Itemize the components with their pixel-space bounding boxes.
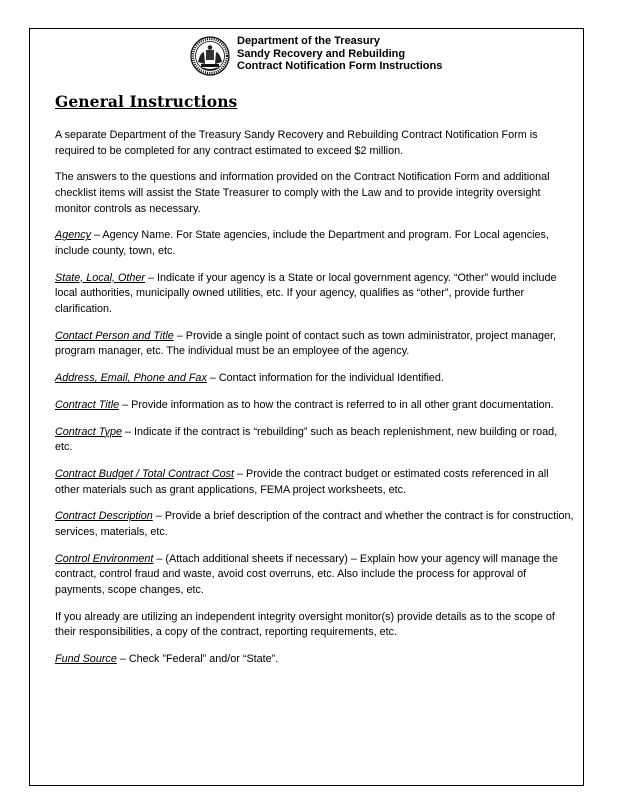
term: Contract Budget / Total Contract Cost [55, 468, 235, 480]
paragraph-text: – Indicate if your agency is a State or local government agency. “Other” would include local authorities, municipally owned utilities, etc. If your agency, qualifies as “other”, provide further clarification. [55, 271, 557, 315]
instruction-paragraph [55, 467, 575, 498]
paragraph-text: – Provide information as to how the contract is referred to in all other grant documentation. [119, 398, 554, 411]
paragraph-text: – Indicate if the contract is “rebuilding” such as beach replenishment, new building or road, etc. [55, 425, 558, 454]
term: Fund Source [55, 653, 117, 666]
instruction-paragraph [55, 552, 575, 599]
instruction-paragraph [55, 610, 575, 641]
instruction-paragraph [55, 170, 575, 217]
department-name: Department of the Treasury [237, 35, 381, 47]
instruction-paragraph [55, 652, 575, 668]
paragraph-text: – Agency Name. For State agencies, include the Department and program. For Local agencies, include county, town, etc. [55, 229, 549, 257]
letterhead [190, 35, 442, 76]
instruction-paragraph [55, 509, 575, 540]
paragraph-text: – Contact information for the individual Identified. [206, 372, 444, 385]
paragraph-text: – Check ”Federal” and/or “State”. [116, 653, 279, 666]
state-seal-icon [190, 36, 230, 76]
instructions-body [55, 128, 575, 679]
paragraph-text: The answers to the questions and information provided on the Contract Notification Form and additional checklist items will assist the State Treasurer to comply with the Law and to provide integrity oversight monitor controls as necessary. [55, 171, 550, 215]
paragraph-text: A separate Department of the Treasury Sandy Recovery and Rebuilding Contract Notification Form is required to be completed for any contract estimated to exceed $2 million. [55, 129, 538, 157]
term: Control Environment [55, 552, 154, 565]
instruction-paragraph [55, 398, 575, 414]
paragraph-text: If you already are utilizing an independent integrity oversight monitor(s) provide details as to the scope of their responsibilities, a copy of the contract, reporting requirements, etc. [55, 610, 555, 639]
instruction-paragraph [55, 371, 575, 387]
instruction-paragraph [55, 329, 575, 360]
term: Agency [55, 229, 92, 242]
term: State, Local, Other [55, 271, 146, 284]
instruction-paragraph [55, 425, 575, 456]
term: Contract Title [55, 398, 120, 411]
instruction-paragraph [55, 271, 575, 318]
paragraph-text: – Provide a single point of contact such as town administrator, project manager, program manager, etc. The individual must be an employee of the agency. [55, 329, 557, 358]
instruction-paragraph [55, 128, 575, 159]
term: Address, Email, Phone and Fax [55, 372, 207, 385]
term: Contract Description [55, 510, 153, 523]
paragraph-text: – (Attach additional sheets if necessary) – Explain how your agency will manage the contract, control fraud and waste, avoid cost overruns, etc. Also include the process for approval of payments, scope changes, etc. [55, 552, 558, 596]
instruction-paragraph [55, 228, 575, 259]
paragraph-text: – Provide a brief description of the contract and whether the contract is for construction, services, materials, etc. [55, 510, 574, 538]
term: Contact Person and Title [55, 329, 174, 342]
paragraph-text: – Provide the contract budget or estimated costs referenced in all other materials such as grant applications, FEMA project worksheets, etc. [55, 468, 549, 496]
program-name: Sandy Recovery and Rebuilding [237, 47, 406, 60]
term: Contract Type [55, 425, 123, 438]
section-title: General Instructions [55, 92, 238, 111]
document-title: Contract Notification Form Instructions [237, 60, 443, 73]
